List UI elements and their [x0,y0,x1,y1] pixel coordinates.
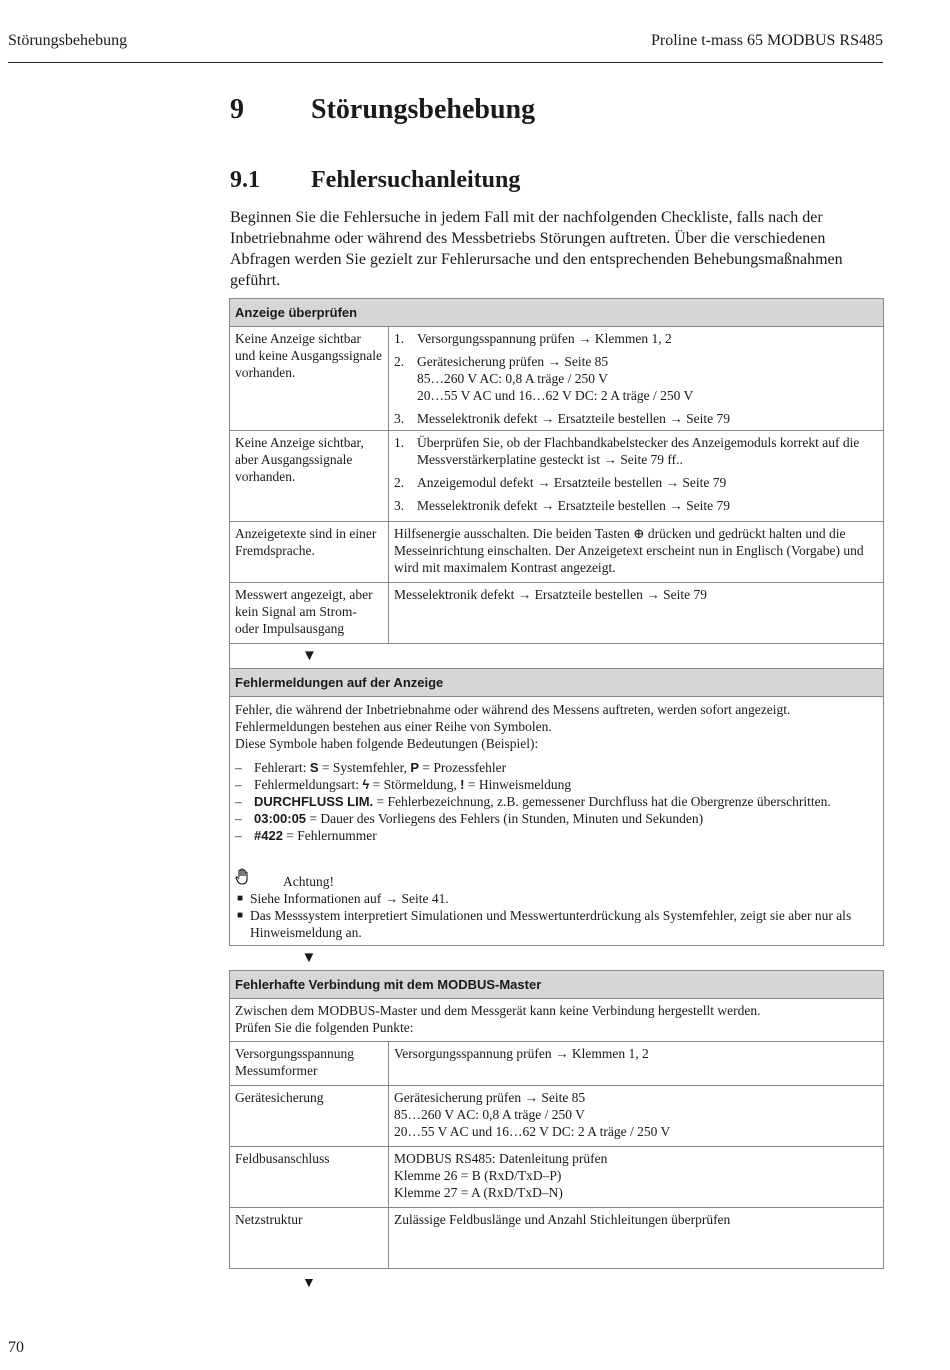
intro-line: Fehlermeldungen bestehen aus einer Reihe von Symbolen. [235,719,552,734]
problem-cell: Keine Anzeige sichtbar, aber Ausgangssignale vorhanden. [230,431,389,522]
list-item: – #422 = Fehlernummer [235,828,377,843]
list-item: – Fehlerart: S = Systemfehler, P = Prozessfehler [235,760,507,775]
intro-line: Prüfen Sie die folgenden Punkte: [235,1020,414,1035]
step-item: 2. Gerätesicherung prüfen → Seite 85 85…260 V AC: 0,8 A träge / 250 V 20…55 V AC und 16…62 V DC: 2 A träge / 250 V [394,354,694,403]
caution-title: Achtung! [283,874,334,889]
table-row [230,431,884,522]
check-label-cell: Gerätesicherung [230,1086,389,1147]
check-action-cell: Gerätesicherung prüfen → Seite 85 85…260 V AC: 0,8 A träge / 250 V 20…55 V AC und 16…62 V DC: 2 A träge / 250 V [389,1086,884,1147]
error-messages-cell [230,697,884,946]
arrow-down-icon: ▼ [230,644,884,669]
connection-intro-cell [230,999,884,1042]
check-action-cell: MODBUS RS485: Datenleitung prüfen Klemme 26 = B (RxD/TxD–P) Klemme 27 = A (RxD/TxD–N) [389,1147,884,1208]
list-item: ■ Das Messsystem interpretiert Simulationen und Messwertunterdrückung als Systemfehler, zeigt sie aber nur als Hinweismeldung an. [237,908,852,940]
caution-note [235,868,878,890]
list-item: – DURCHFLUSS LIM. = Fehlerbezeichnung, z.B. gemessener Durchfluss hat die Obergrenze überschritten. [235,794,831,809]
display-check-table [229,298,884,1269]
header-product-title: Proline t-mass 65 MODBUS RS485 [650,32,883,49]
check-action-cell: Versorgungsspannung prüfen → Klemmen 1, 2 [389,1042,884,1086]
running-header [8,32,883,63]
step-item: 2. Anzeigemodul defekt → Ersatzteile bestellen → Seite 79 [394,475,727,490]
section-number: 9.1 [230,167,260,193]
header-section-title: Störungsbehebung [8,32,128,49]
table-row [230,522,884,583]
table-row [230,1042,884,1086]
problem-cell: Messwert angezeigt, aber kein Signal am Strom- oder Impulsausgang [230,583,389,644]
table-title: Fehlermeldungen auf der Anzeige [230,669,884,697]
intro-line: Diese Symbole haben folgende Bedeutungen (Beispiel): [235,736,539,751]
step-item: 1. Überprüfen Sie, ob der Flachbandkabelstecker des Anzeigemoduls korrekt auf die Messverstärkerplatine gesteckt ist → Seite 79 ff.. [394,435,860,467]
check-label-cell: Netzstruktur [230,1208,389,1269]
table-row [230,1086,884,1147]
table-row [230,1208,884,1269]
step-item: 1. Versorgungsspannung prüfen → Klemmen 1, 2 [394,331,672,346]
intro-paragraph: Beginnen Sie die Fehlersuche in jedem Fall mit der nachfolgenden Checkliste, falls nach der Inbetriebnahme oder während des Messbetriebs Störungen auftreten. Über die verschiedenen Abfragen werden Sie gezielt zur Fehlerursache und den entsprechenden Behebungsmaßnahmen geführt. [230,209,843,289]
arrow-down-icon: ▼ [230,946,884,971]
table-row [230,583,884,644]
table-title: Anzeige überprüfen [230,299,884,327]
intro-line: Fehler, die während der Inbetriebnahme oder während des Messens auftreten, werden sofort angezeigt. [235,702,791,717]
step-item: 3. Messelektronik defekt → Ersatzteile bestellen → Seite 79 [394,411,731,426]
chapter-heading [230,94,535,126]
list-item: ■ Siehe Informationen auf → Seite 41. [237,891,449,906]
check-label-cell: Versorgungsspannung Messumformer [230,1042,389,1086]
solution-cell [389,327,884,431]
section-heading [230,167,520,194]
intro-line: Zwischen dem MODBUS-Master und dem Messgerät kann keine Verbindung hergestellt werden. [235,1003,761,1018]
check-action-cell: Zulässige Feldbuslänge und Anzahl Stichleitungen überprüfen [389,1208,884,1269]
section-title: Fehlersuchanleitung [311,167,521,193]
table-row [230,1147,884,1208]
table-title: Fehlerhafte Verbindung mit dem MODBUS-Master [230,971,884,999]
table-row [230,327,884,431]
solution-cell [389,431,884,522]
arrow-down-icon: ▼ [302,1276,316,1291]
problem-cell: Keine Anzeige sichtbar und keine Ausgangssignale vorhanden. [230,327,389,431]
solution-cell: Messelektronik defekt → Ersatzteile bestellen → Seite 79 [389,583,884,644]
solution-cell: Hilfsenergie ausschalten. Die beiden Tasten ⊕ drücken und gedrückt halten und die Messeinrichtung einschalten. Der Anzeigetext erscheint nun in Englisch (Vorgabe) und wird mit maximalem Kontrast angezeigt. [389,522,884,583]
list-item: – 03:00:05 = Dauer des Vorliegens des Fehlers (in Stunden, Minuten und Sekunden) [235,811,704,826]
hand-warning-icon [235,868,283,890]
page-number: 70 [8,1339,24,1356]
list-item: – Fehlermeldungsart: ϟ = Störmeldung, ! = Hinweismeldung [235,777,572,792]
step-item: 3. Messelektronik defekt → Ersatzteile bestellen → Seite 79 [394,498,731,513]
chapter-number: 9 [230,94,244,125]
chapter-title: Störungsbehebung [311,94,536,125]
check-label-cell: Feldbusanschluss [230,1147,389,1208]
problem-cell: Anzeigetexte sind in einer Fremdsprache. [230,522,389,583]
